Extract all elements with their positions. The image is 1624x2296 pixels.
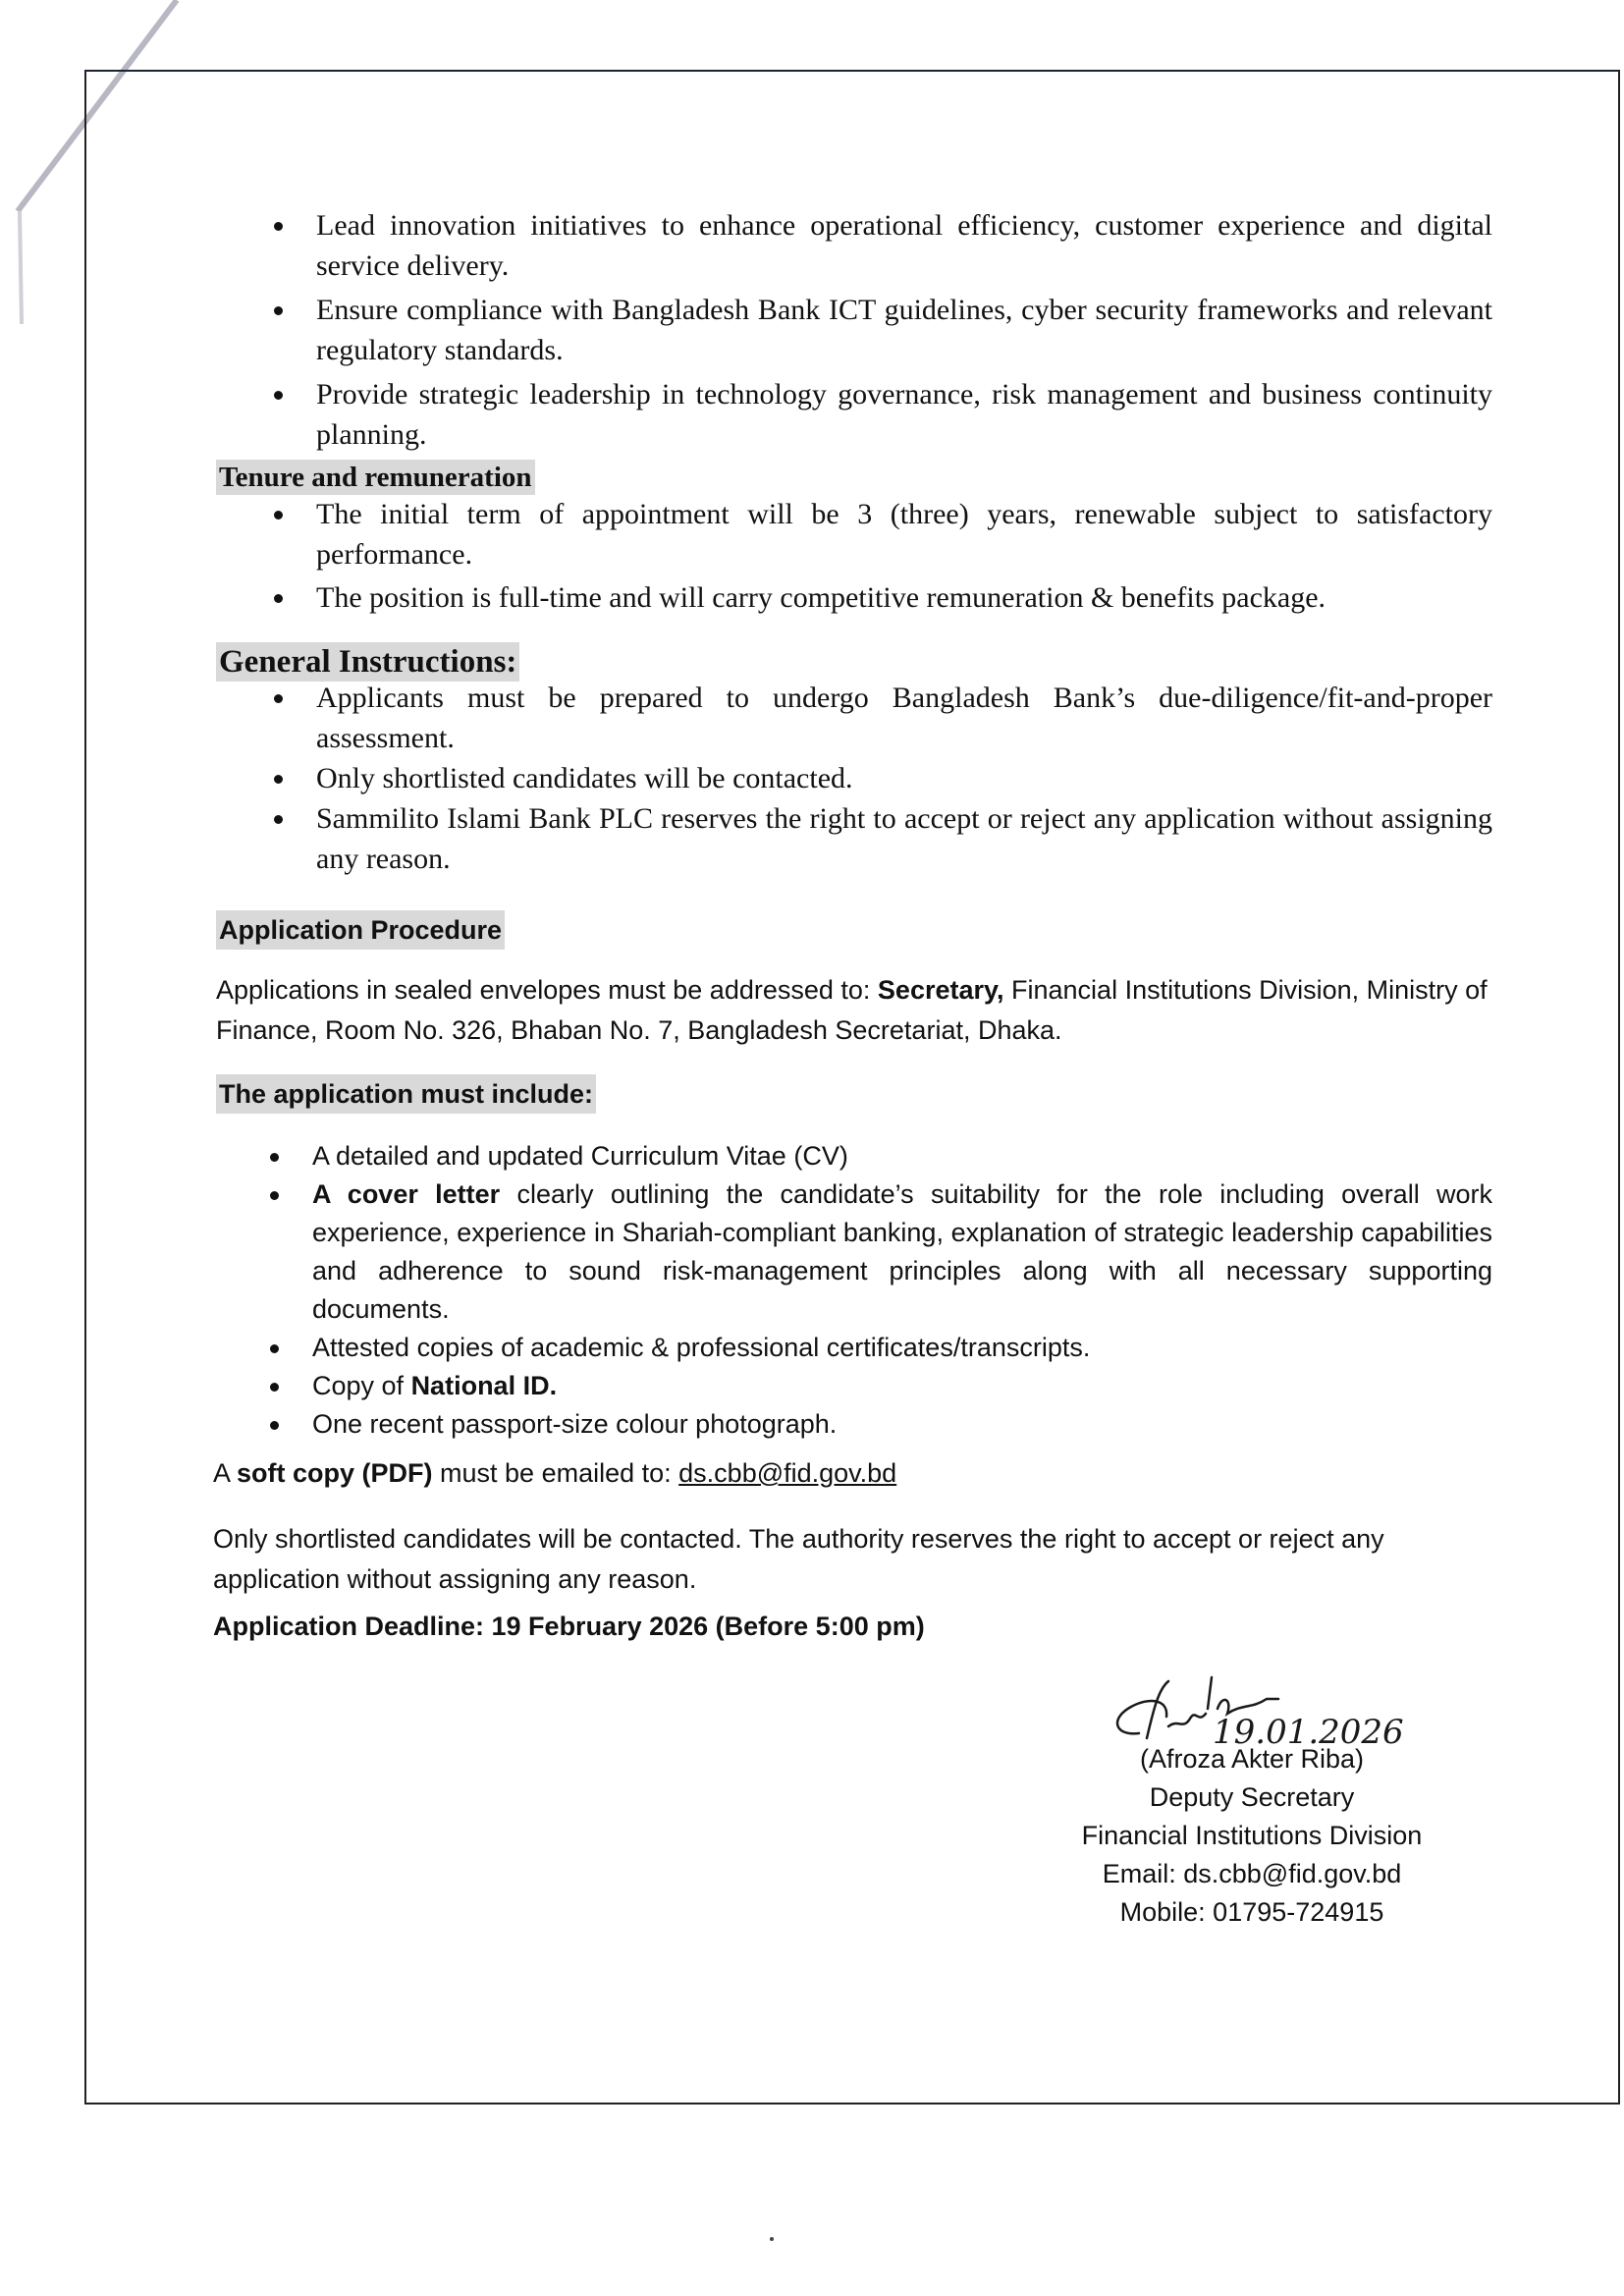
- signatory-mobile: Mobile: 01795-724915: [1119, 1897, 1384, 1927]
- application-procedure-heading: Application Procedure: [216, 910, 505, 950]
- bullet-icon: [270, 1383, 279, 1392]
- bullet-icon: [274, 694, 283, 703]
- list-item: Ensure compliance with Bangladesh Bank ICT guidelines, cyber security frameworks and relevant regulatory standards.: [316, 290, 1492, 370]
- general-instructions-list: [316, 678, 1492, 879]
- bullet-icon: [274, 391, 283, 400]
- list-item: One recent passport-size colour photograph.: [312, 1405, 1492, 1444]
- email-link[interactable]: ds.cbb@fid.gov.bd: [678, 1458, 897, 1488]
- bullet-icon: [270, 1421, 279, 1430]
- signatory-details: [1021, 1740, 1483, 1932]
- bullet-icon: [274, 594, 283, 603]
- list-item: Copy of National ID.: [312, 1367, 1492, 1405]
- tenure-list: [316, 494, 1492, 618]
- list-item: Applicants must be prepared to undergo Bangladesh Bank’s due-diligence/fit-and-proper assessment.: [316, 678, 1492, 758]
- general-instructions-heading: General Instructions:: [216, 642, 519, 682]
- list-item: A cover letter clearly outlining the candidate’s suitability for the role including overall work experience, experience in Shariah-compliant banking, explanation of strategic leadership capabilities and adherence to sound risk-management principles along with all necessary supporting documents.: [312, 1175, 1492, 1329]
- list-item: The position is full-time and will carry competitive remuneration & benefits package.: [316, 577, 1492, 618]
- list-item: Lead innovation initiatives to enhance operational efficiency, customer experience and digital service delivery.: [316, 205, 1492, 286]
- application-address: Applications in sealed envelopes must be addressed to: Secretary, Financial Institutions Division, Ministry of Finance, Room No. 326, Bhaban No. 7, Bangladesh Secretariat, Dhaka.: [216, 975, 1488, 1045]
- bullet-icon: [274, 222, 283, 231]
- scan-speck: [770, 2237, 774, 2241]
- bullet-icon: [274, 511, 283, 519]
- signatory-division: Financial Institutions Division: [1081, 1821, 1423, 1850]
- tenure-heading: Tenure and remuneration: [216, 460, 535, 495]
- list-item: Provide strategic leadership in technology governance, risk management and business continuity planning.: [316, 374, 1492, 455]
- list-item: A detailed and updated Curriculum Vitae (CV): [312, 1137, 1492, 1175]
- signatory-email: Email: ds.cbb@fid.gov.bd: [1102, 1859, 1402, 1888]
- list-item: Attested copies of academic & professional certificates/transcripts.: [312, 1329, 1492, 1367]
- shortlist-notice: Only shortlisted candidates will be contacted. The authority reserves the right to accept or reject any application without assigning any reason.: [213, 1524, 1384, 1594]
- bullet-icon: [274, 815, 283, 824]
- list-item: Sammilito Islami Bank PLC reserves the right to accept or reject any application without assigning any reason.: [316, 798, 1492, 879]
- must-include-heading: The application must include:: [216, 1074, 596, 1114]
- signatory-title: Deputy Secretary: [1149, 1782, 1355, 1812]
- bullet-icon: [270, 1344, 279, 1353]
- bullet-icon: [274, 306, 283, 315]
- bullet-icon: [270, 1191, 279, 1200]
- list-item: Only shortlisted candidates will be contacted.: [316, 758, 1492, 798]
- responsibilities-list: [316, 205, 1492, 455]
- handwritten-date: 19.01.2026: [1213, 1713, 1404, 1752]
- must-include-list: [312, 1137, 1492, 1444]
- list-item: The initial term of appointment will be 3 (three) years, renewable subject to satisfactory performance.: [316, 494, 1492, 574]
- soft-copy-line: A soft copy (PDF) must be emailed to: ds.cbb@fid.gov.bd: [213, 1458, 897, 1488]
- signatory-name: (Afroza Akter Riba): [1139, 1744, 1365, 1774]
- application-deadline: Application Deadline: 19 February 2026 (Before 5:00 pm): [213, 1612, 925, 1641]
- bullet-icon: [274, 775, 283, 784]
- bullet-icon: [270, 1153, 279, 1162]
- fold-crease-edge: [20, 211, 22, 324]
